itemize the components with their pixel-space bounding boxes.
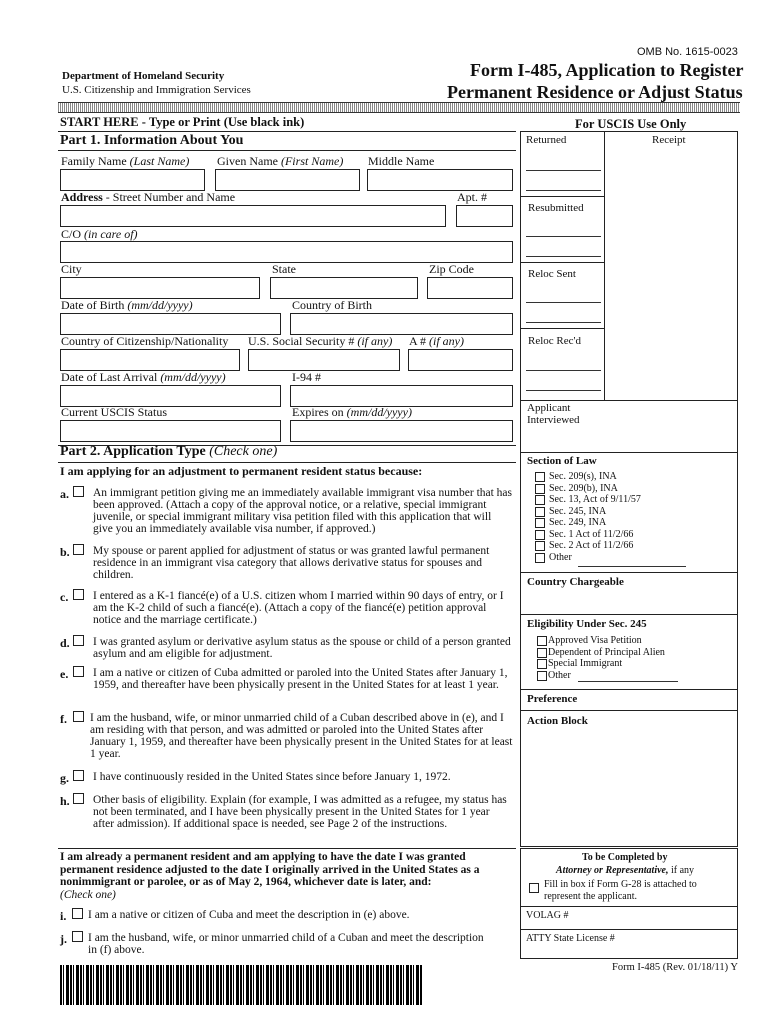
given-name-field[interactable]	[215, 169, 360, 191]
a-number-label: A # (if any)	[409, 334, 465, 348]
resubmitted-line-2	[526, 256, 601, 257]
represent-label: represent the applicant.	[544, 891, 638, 902]
item-i-text: I am a native or citizen of Cuba and meet the description in (e) above.	[88, 909, 410, 921]
state-label: State	[272, 262, 296, 276]
law-checkbox[interactable]	[535, 507, 545, 517]
item-f-letter: f.	[60, 712, 67, 726]
section-of-law-title: Section of Law	[527, 455, 597, 467]
returned-line-1	[526, 170, 601, 171]
reloc-sent-line-1	[526, 302, 601, 303]
city-label: City	[61, 262, 82, 276]
item-b-text: My spouse or parent applied for adjustment of status or was granted lawful permanent residence in an immigrant visa category that allows derivative status for spouses and children.	[93, 545, 490, 581]
resubmitted-rule	[520, 196, 604, 197]
expires-label: Expires on (mm/dd/yyyy)	[292, 405, 412, 419]
apt-field[interactable]	[456, 205, 513, 227]
item-f-text: I am the husband, wife, or minor unmarried child of a Cuban described above in (e), and I am residing with that person, and was admitted or paroled into the United States after January 1, 1959, and thereafter have been physically present in the United States for at least 1 year.	[90, 712, 513, 760]
item-e-letter: e.	[60, 667, 69, 681]
law-label: Sec. 209(s), INA	[549, 471, 617, 482]
cob-label: Country of Birth	[292, 298, 372, 312]
resubmitted-line-1	[526, 236, 601, 237]
item-i-checkbox[interactable]	[72, 908, 83, 919]
to-be-completed-label: To be Completed by	[582, 852, 668, 863]
omb-number: OMB No. 1615-0023	[637, 46, 738, 58]
applicant-label: Applicant	[527, 402, 571, 414]
law-checkbox[interactable]	[535, 495, 545, 505]
country-chargeable-rule	[520, 572, 738, 573]
dob-label: Date of Birth (mm/dd/yyyy)	[61, 298, 193, 312]
item-h-checkbox[interactable]	[73, 793, 84, 804]
family-name-label: Family Name (Last Name)	[61, 154, 190, 168]
volag-rule	[520, 906, 738, 907]
ssn-field[interactable]	[248, 349, 400, 371]
header-divider	[58, 102, 740, 113]
reloc-recd-line-1	[526, 370, 601, 371]
eligibility-checkbox[interactable]	[537, 648, 547, 658]
already-resident-text: I am already a permanent resident and am applying to have the date I was granted permanent residence adjusted to the date I originally arrived in the United States as a nonimmigrant or parolee, or as of May 2, 1964, whichever date is later, and:	[60, 851, 480, 888]
law-label: Sec. 249, INA	[549, 517, 607, 528]
dob-field[interactable]	[60, 313, 281, 335]
action-block-label: Action Block	[527, 715, 588, 727]
start-here-label	[60, 115, 304, 130]
atty-license-label: ATTY State License #	[526, 933, 615, 944]
law-checkbox[interactable]	[535, 518, 545, 528]
item-b-checkbox[interactable]	[73, 544, 84, 555]
last-arrival-label: Date of Last Arrival (mm/dd/yyyy)	[61, 370, 226, 384]
fill-in-label: Fill in box if Form G-28 is attached to	[544, 879, 697, 890]
preference-rule	[520, 689, 738, 690]
eligibility-checkbox[interactable]	[537, 659, 547, 669]
law-label: Other	[549, 551, 572, 563]
law-checkbox[interactable]	[535, 472, 545, 482]
attorney-text: Attorney or Representative,	[556, 865, 669, 876]
section-law-rule	[520, 452, 738, 453]
action-block-rule	[520, 710, 738, 711]
item-c-checkbox[interactable]	[73, 589, 84, 600]
item-j-text: I am the husband, wife, or minor unmarried child of a Cuban and meet the description in (f) above.	[88, 932, 484, 956]
item-a-letter: a.	[60, 487, 69, 501]
agency-name: U.S. Citizenship and Immigration Services	[62, 84, 251, 96]
item-d-checkbox[interactable]	[73, 635, 84, 646]
form-title-line2: Permanent Residence or Adjust Status	[447, 82, 743, 102]
item-c-letter: c.	[60, 590, 69, 604]
law-other-line	[578, 566, 686, 567]
eligibility-checkbox[interactable]	[537, 636, 547, 646]
if-any-text: if any	[668, 865, 695, 876]
g28-checkbox[interactable]	[529, 883, 539, 893]
start-here-text: START HERE - Type or Print (Use black ink)	[60, 115, 305, 129]
already-divider	[58, 848, 516, 849]
status-field[interactable]	[60, 420, 281, 442]
item-d-letter: d.	[60, 636, 70, 650]
eligibility-label: Dependent of Principal Alien	[548, 646, 665, 658]
citizenship-label: Country of Citizenship/Nationality	[61, 334, 229, 348]
item-i-letter: i.	[60, 909, 67, 923]
volag-label: VOLAG #	[526, 910, 569, 921]
reloc-sent-label: Reloc Sent	[528, 268, 576, 280]
address-field[interactable]	[60, 205, 446, 227]
expires-field[interactable]	[290, 420, 513, 442]
eligibility-label: Approved Visa Petition	[548, 635, 642, 646]
eligibility-rule	[520, 614, 738, 615]
preference-label: Preference	[527, 693, 578, 705]
part2-intro: I am applying for an adjustment to permanent resident status because:	[60, 464, 423, 478]
law-label: Sec. 13, Act of 9/11/57	[549, 494, 641, 505]
reloc-sent-line-2	[526, 322, 601, 323]
item-b-letter: b.	[60, 545, 70, 559]
law-label: Sec. 2 Act of 11/2/66	[549, 540, 634, 551]
receipt-label: Receipt	[652, 134, 686, 146]
item-g-letter: g.	[60, 771, 69, 785]
reloc-recd-line-2	[526, 390, 601, 391]
law-label: Sec. 245, INA	[549, 505, 607, 517]
law-checkbox[interactable]	[535, 484, 545, 494]
item-f-checkbox[interactable]	[73, 711, 84, 722]
apt-label: Apt. #	[457, 190, 487, 204]
i94-field[interactable]	[290, 385, 513, 407]
middle-name-field[interactable]	[367, 169, 513, 191]
attorney-label	[556, 865, 694, 876]
cob-field[interactable]	[290, 313, 513, 335]
item-j-letter: j.	[60, 932, 67, 946]
eligibility-label: Special Immigrant	[548, 658, 623, 669]
returned-receipt-divider	[604, 131, 605, 401]
law-label: Sec. 209(b), INA	[549, 482, 618, 494]
returned-label: Returned	[526, 134, 567, 146]
eligibility-title: Eligibility Under Sec. 245	[527, 618, 647, 630]
resubmitted-label: Resubmitted	[528, 202, 584, 214]
part1-divider	[58, 131, 516, 132]
law-checkbox[interactable]	[535, 530, 545, 540]
law-label: Sec. 1 Act of 11/2/66	[549, 528, 634, 540]
zip-field[interactable]	[427, 277, 513, 299]
law-checkbox[interactable]	[535, 541, 545, 551]
ssn-label: U.S. Social Security # (if any)	[248, 334, 393, 348]
interviewed-label: Interviewed	[527, 414, 580, 426]
given-name-label: Given Name (First Name)	[217, 154, 344, 168]
item-h-text: Other basis of eligibility. Explain (for example, I was admitted as a refugee, my status has not been terminated, and I have been physically present in the United States for 1 year after admission). If additional space is needed, see Page 2 of the instructions.	[93, 794, 507, 830]
barcode	[60, 965, 422, 1005]
eligibility-checkbox[interactable]	[537, 671, 547, 681]
item-d-text: I was granted asylum or derivative asylum status as the spouse or child of a person granted asylum and am eligible for adjustment.	[93, 636, 511, 660]
care-of-field[interactable]	[60, 241, 513, 263]
applicant-rule	[520, 400, 738, 401]
check-one-label: (Check one)	[60, 889, 116, 901]
family-name-field[interactable]	[60, 169, 205, 191]
form-title-line1: Form I-485, Application to Register	[470, 60, 744, 80]
last-arrival-field[interactable]	[60, 385, 281, 407]
eligibility-other-line	[578, 681, 678, 682]
i94-label: I-94 #	[292, 370, 321, 384]
address-label: Address - Street Number and Name	[61, 190, 236, 204]
part2-title: Part 2. Application Type (Check one)	[60, 444, 278, 459]
a-number-field[interactable]	[408, 349, 513, 371]
reloc-recd-rule	[520, 328, 604, 329]
country-chargeable-label: Country Chargeable	[527, 576, 624, 588]
reloc-recd-label: Reloc Rec'd	[528, 335, 581, 347]
item-a-text: An immigrant petition giving me an immediately available immigrant visa number that has been approved. (Attach a copy of the approval notice, or a relative, special immigrant juvenile, or special immigrant military visa petition filed with this application that will give you an immediately available visa number, if approved.)	[93, 487, 513, 535]
part1-title-rule	[58, 150, 516, 151]
returned-line-2	[526, 190, 601, 191]
eligibility-label: Other	[548, 669, 571, 681]
item-g-checkbox[interactable]	[73, 770, 84, 781]
middle-name-label: Middle Name	[368, 154, 435, 168]
zip-label: Zip Code	[429, 262, 474, 276]
state-field[interactable]	[270, 277, 418, 299]
city-field[interactable]	[60, 277, 260, 299]
item-h-letter: h.	[60, 794, 70, 808]
care-of-label: C/O (in care of)	[61, 227, 138, 241]
law-checkbox[interactable]	[535, 553, 545, 563]
uscis-title: For USCIS Use Only	[575, 117, 687, 131]
status-label: Current USCIS Status	[61, 405, 168, 419]
item-c-text: I entered as a K-1 fiancé(e) of a U.S. citizen whom I married within 90 days of entry, or I am the K-2 child of such a fiancé(e). (Attach a copy of the fiancé(e) petition approval notice and the marriage certificate.)	[93, 590, 504, 626]
item-g-text: I have continuously resided in the United States since before January 1, 1972.	[93, 771, 451, 783]
form-revision: Form I-485 (Rev. 01/18/11) Y	[612, 962, 738, 973]
department-name: Department of Homeland Security	[62, 70, 225, 82]
item-j-checkbox[interactable]	[72, 931, 83, 942]
item-a-checkbox[interactable]	[73, 486, 84, 497]
part1-title: Part 1. Information About You	[60, 133, 244, 148]
atty-rule	[520, 929, 738, 930]
reloc-sent-rule	[520, 262, 604, 263]
item-e-text: I am a native or citizen of Cuba admitted or paroled into the United States after January 1, 1959, and thereafter have been physically present in the United States for at least 1 year.	[93, 667, 508, 691]
item-e-checkbox[interactable]	[73, 666, 84, 677]
part2-title-rule	[58, 462, 516, 463]
citizenship-field[interactable]	[60, 349, 240, 371]
